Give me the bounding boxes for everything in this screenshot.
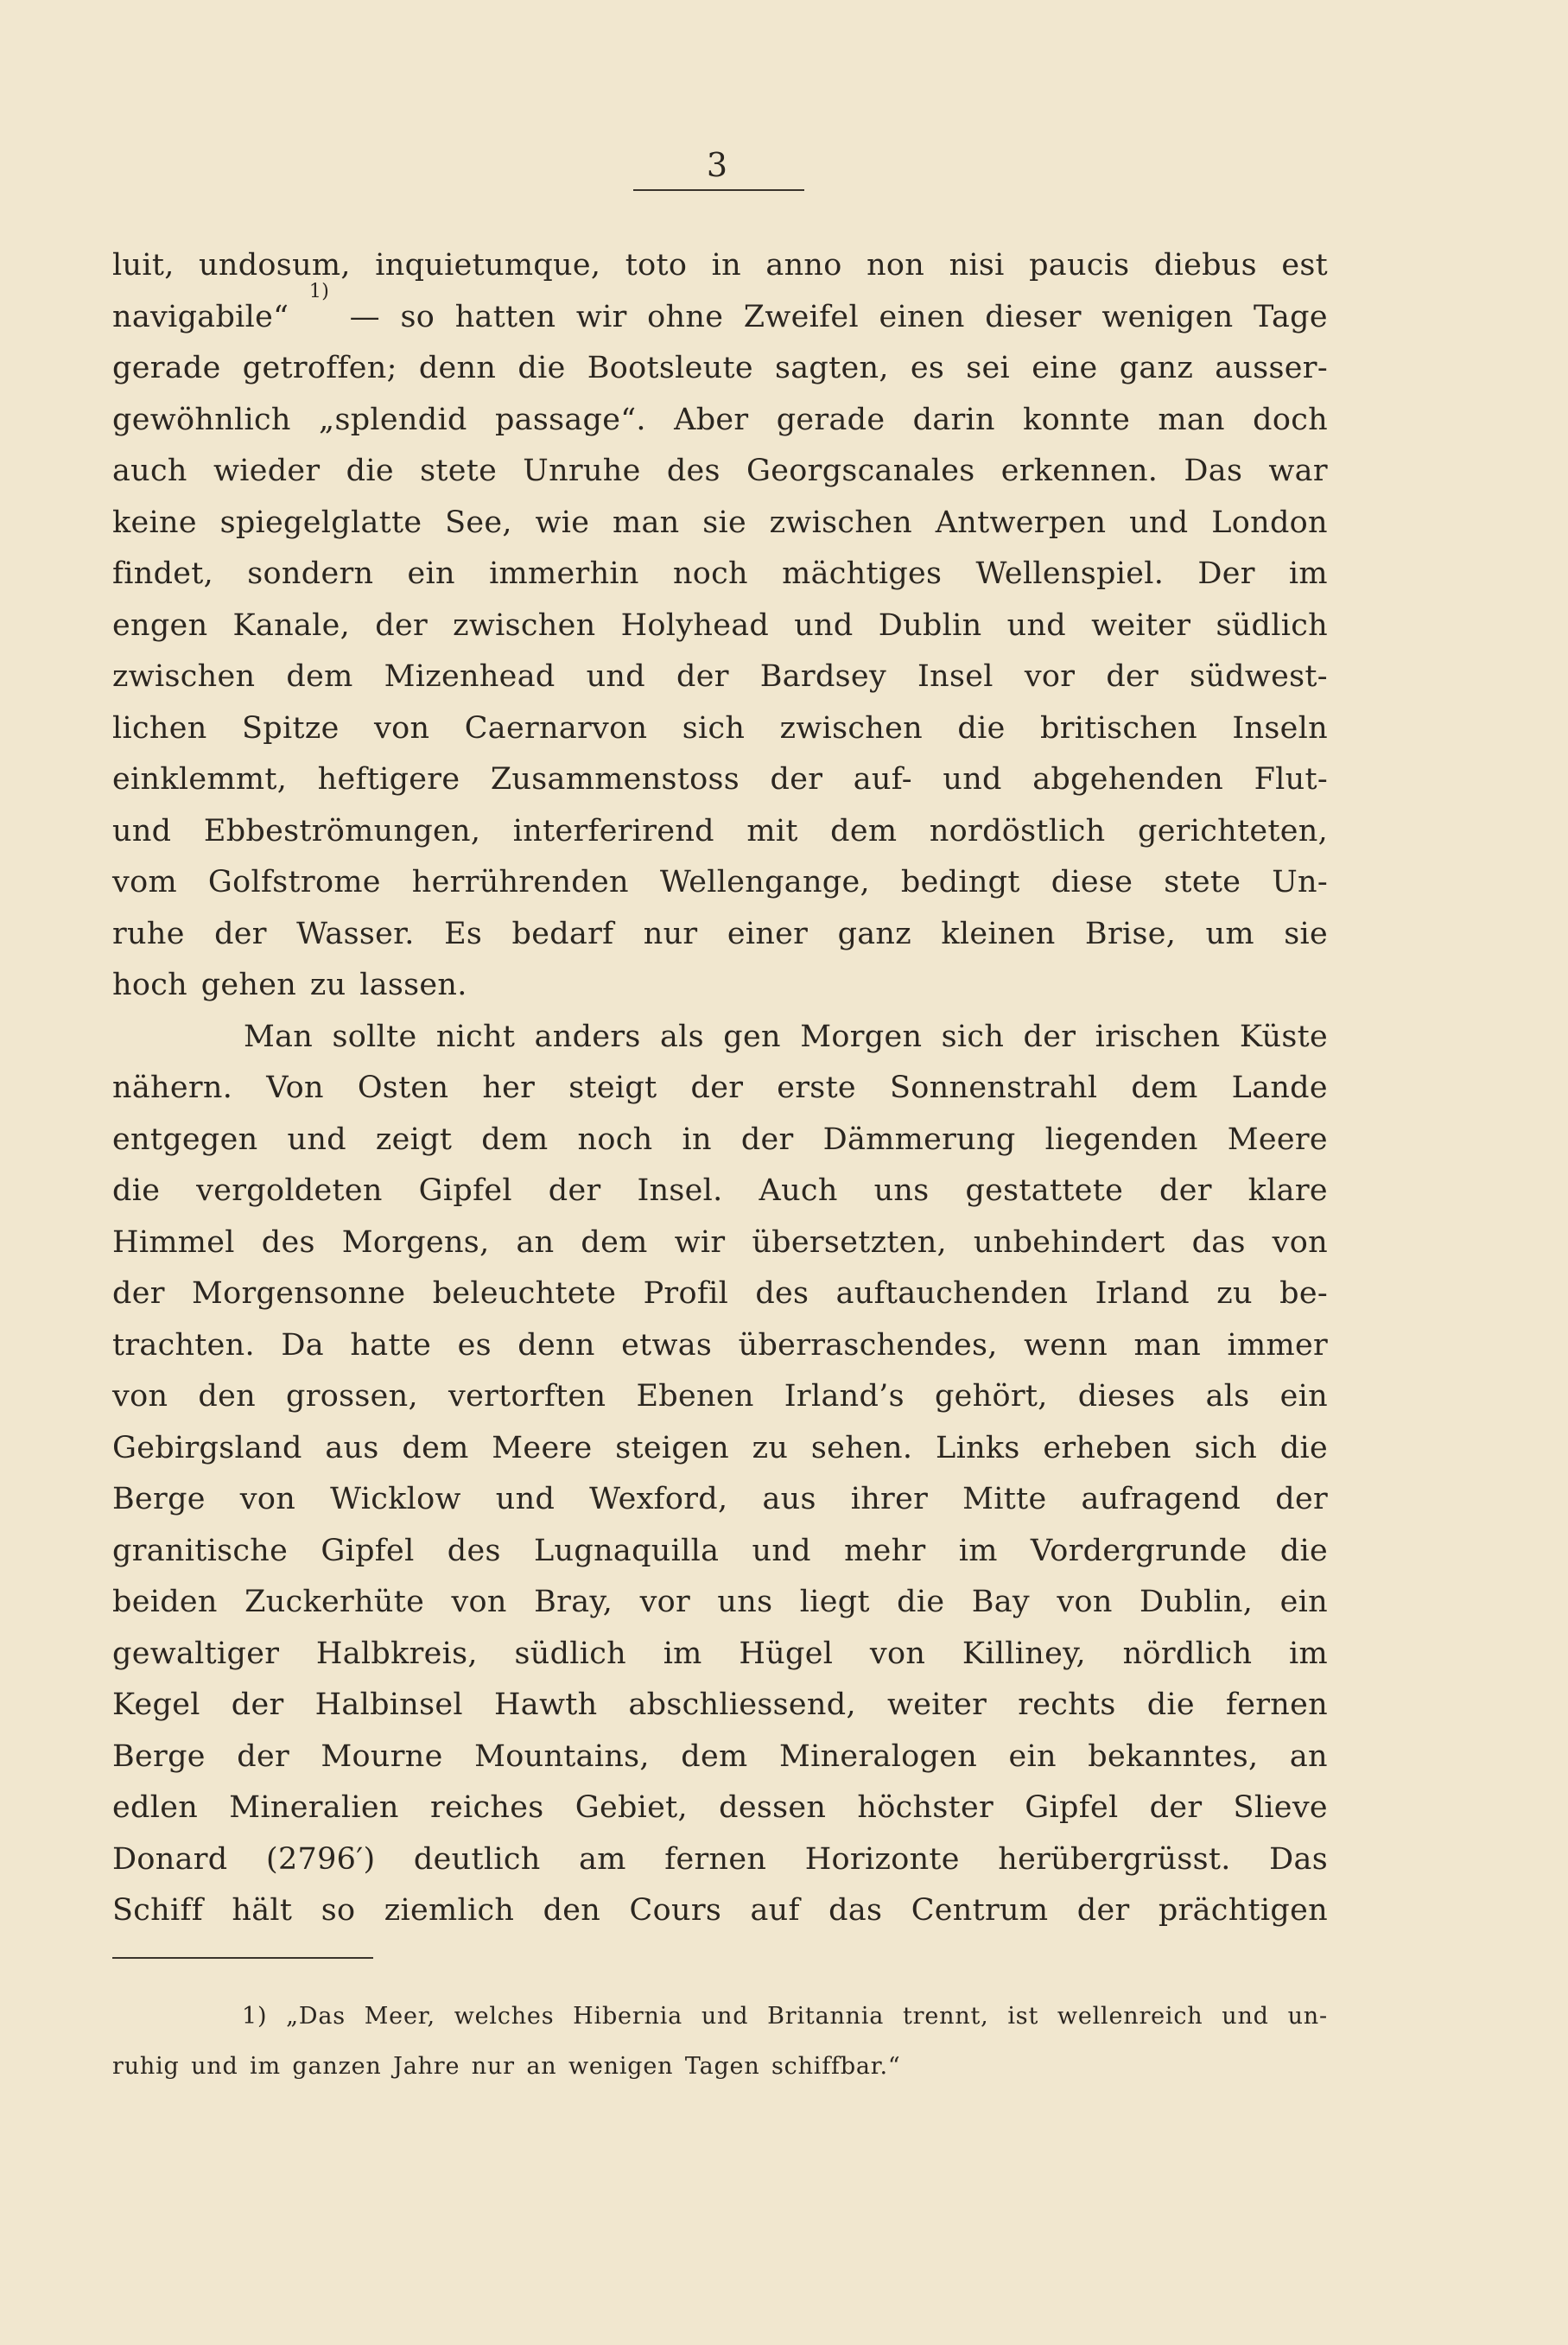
text-line: navigabile“ 1) — so hatten wir ohne Zweifel einen dieser wenigen Tage [112, 280, 1328, 334]
text-line: gewaltiger Halbkreis, südlich im Hügel von Killiney, nördlich im [112, 1636, 1328, 1671]
header-rule [633, 189, 804, 191]
text-line: Berge der Mourne Mountains, dem Mineralogen ein bekanntes, an [112, 1738, 1328, 1774]
text-line: keine spiegelglatte See, wie man sie zwischen Antwerpen und London [112, 505, 1328, 540]
text-line: Himmel des Morgens, an dem wir übersetzten, unbehindert das von [112, 1224, 1328, 1260]
page-number: 3 [706, 146, 728, 184]
text-line: edlen Mineralien reiches Gebiet, dessen höchster Gipfel der Slieve [112, 1790, 1328, 1825]
text-line: zwischen dem Mizenhead und der Bardsey Insel vor der südwest- [112, 659, 1328, 694]
footnotes [112, 1992, 1328, 2092]
footnote-rule [112, 1957, 373, 1959]
text-line: ruhe der Wasser. Es bedarf nur einer ganz kleinen Brise, um sie [112, 916, 1328, 951]
text-line: Kegel der Halbinsel Hawth abschliessend, weiter rechts die fernen [112, 1687, 1328, 1722]
text-line: hoch gehen zu lassen. [112, 968, 467, 1002]
text-line: auch wieder die stete Unruhe des Georgscanales erkennen. Das war [112, 454, 1328, 488]
text-line: lichen Spitze von Caernarvon sich zwischen die britischen Inseln [112, 710, 1328, 746]
text-line: Donard (2796′) deutlich am fernen Horizonte herübergrüsst. Das [112, 1841, 1328, 1877]
text-line: die vergoldeten Gipfel der Insel. Auch uns gestattete der klare [112, 1173, 1328, 1208]
text-line: Berge von Wicklow und Wexford, aus ihrer Mitte aufragend der [112, 1482, 1328, 1516]
text-line: gewöhnlich „splendid passage“. Aber gerade darin konnte man doch [112, 402, 1328, 437]
text-line: trachten. Da hatte es denn etwas überraschendes, wenn man immer [112, 1327, 1328, 1363]
text-line: vom Golfstrome herrührenden Wellengange, bedingt diese stete Un- [112, 865, 1328, 899]
text-line: der Morgensonne beleuchtete Profil des auftauchenden Irland zu be- [112, 1276, 1328, 1311]
text-line: luit, undosum, inquietumque, toto in anno non nisi paucis diebus est [112, 248, 1328, 283]
text-line: beiden Zuckerhüte von Bray, vor uns liegt die Bay von Dublin, ein [112, 1585, 1328, 1619]
text-line: Gebirgsland aus dem Meere steigen zu sehen. Links erheben sich die [112, 1430, 1328, 1465]
text-line: entgegen und zeigt dem noch in der Dämmerung liegenden Meere [112, 1122, 1328, 1157]
footnote-line: ruhig und im ganzen Jahre nur an wenigen Tagen schiffbar.“ [112, 2053, 901, 2080]
text-line: findet, sondern ein immerhin noch mächtiges Wellenspiel. Der im [112, 556, 1328, 591]
paragraph-first-line: Man sollte nicht anders als gen Morgen sich der irischen Küste [244, 1019, 1328, 1054]
text-line: engen Kanale, der zwischen Holyhead und Dublin und weiter südlich [112, 607, 1328, 643]
text-line: granitische Gipfel des Lugnaquilla und mehr im Vordergrunde die [112, 1533, 1328, 1568]
footnote-line: 1) „Das Meer, welches Hibernia und Britannia trennt, ist wellenreich und un- [242, 2003, 1328, 2030]
text-line: gerade getroffen; denn die Bootsleute sagten, es sei eine ganz ausser- [112, 351, 1328, 385]
text-line: nähern. Von Osten her steigt der erste Sonnenstrahl dem Lande [112, 1071, 1328, 1105]
text-line: und Ebbeströmungen, interferirend mit dem nordöstlich gerichteten, [112, 813, 1328, 848]
text-line: von den grossen, vertorften Ebenen Irland’s gehört, dieses als ein [112, 1379, 1328, 1414]
text-line: einklemmt, heftigere Zusammenstoss der auf- und abgehenden Flut- [112, 762, 1328, 797]
text-line: Schiff hält so ziemlich den Cours auf das Centrum der prächtigen [112, 1893, 1328, 1928]
body-text [112, 240, 1328, 1937]
